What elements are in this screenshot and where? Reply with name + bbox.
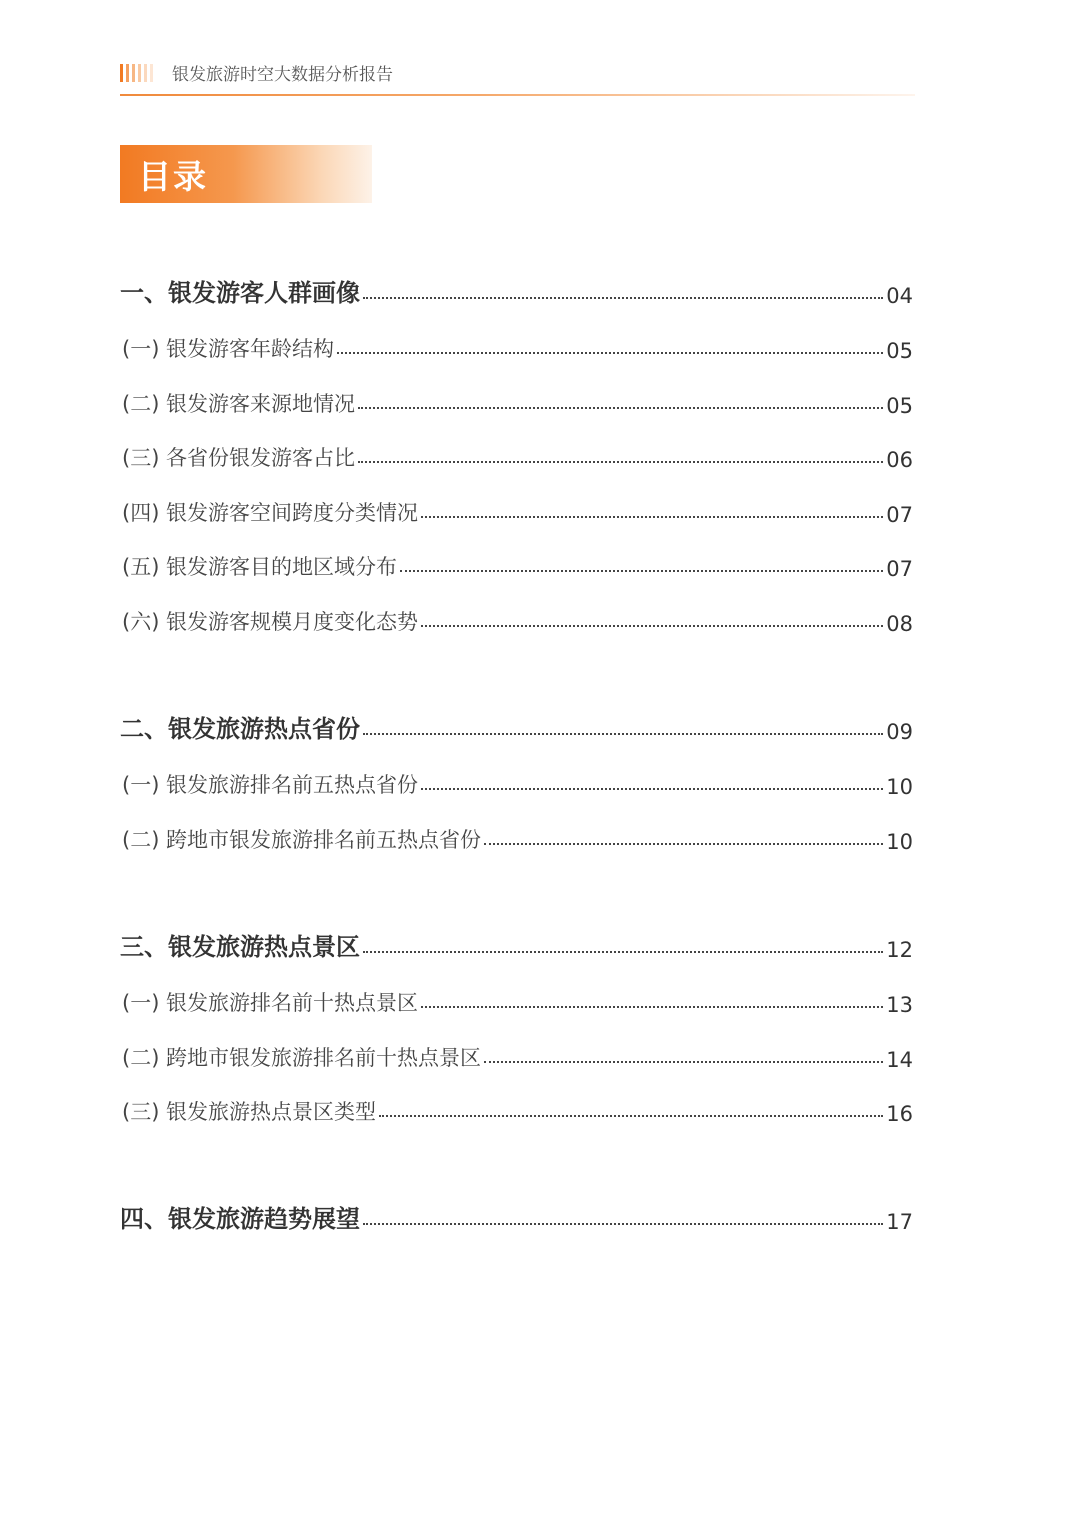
dot-leader <box>400 570 883 572</box>
dot-leader <box>421 1006 883 1008</box>
dot-leader <box>358 407 883 409</box>
toc-item[interactable] <box>120 327 913 363</box>
toc-section-label: 二、银发旅游热点省份 <box>120 715 360 743</box>
toc-section-page-number: 09 <box>886 720 913 744</box>
header-bar <box>150 64 153 82</box>
toc-section-label: 四、银发旅游趋势展望 <box>120 1205 360 1233</box>
dot-leader <box>337 352 883 354</box>
toc-section[interactable] <box>120 272 913 308</box>
toc-title: 目录 <box>138 157 208 196</box>
dot-leader <box>358 461 883 463</box>
dot-leader <box>421 788 883 790</box>
header-title: 银发旅游时空大数据分析报告 <box>172 65 393 85</box>
toc-item-label: (二) 跨地市银发旅游排名前五热点省份 <box>122 827 482 852</box>
toc-item-page-number: 10 <box>886 829 913 854</box>
toc-item[interactable] <box>120 1036 913 1072</box>
toc-item-page-number: 05 <box>886 393 913 418</box>
toc-item-label: (二) 银发游客来源地情况 <box>122 391 356 416</box>
toc-item-label: (三) 各省份银发游客占比 <box>122 446 356 471</box>
dot-leader <box>484 843 883 845</box>
toc-item[interactable] <box>120 382 913 418</box>
toc-item[interactable] <box>120 1090 913 1126</box>
dot-leader <box>363 733 883 735</box>
dot-leader <box>421 625 883 627</box>
toc-item-label: (一) 银发旅游排名前十热点景区 <box>122 991 419 1015</box>
header-bar <box>144 64 147 82</box>
toc-item-label: (一) 银发旅游排名前五热点省份 <box>122 773 419 797</box>
dot-leader <box>363 951 883 953</box>
toc-item[interactable] <box>120 981 913 1017</box>
toc-item[interactable] <box>120 436 913 472</box>
toc-item-label: (三) 银发旅游热点景区类型 <box>122 1100 377 1125</box>
toc-section-label: 三、银发旅游热点景区 <box>120 933 360 961</box>
toc-section[interactable] <box>120 926 913 962</box>
toc-item[interactable] <box>120 763 913 799</box>
header-bar <box>120 64 123 82</box>
toc-item[interactable] <box>120 491 913 527</box>
toc-item-label: (二) 跨地市银发旅游排名前十热点景区 <box>122 1045 482 1070</box>
header-bar <box>138 64 141 82</box>
toc-item-page-number: 10 <box>886 775 913 799</box>
toc-item[interactable] <box>120 600 913 636</box>
toc-item-page-number: 08 <box>886 612 913 636</box>
header-bars-icon <box>120 64 156 82</box>
toc-item-page-number: 07 <box>886 502 913 527</box>
toc-item-page-number: 14 <box>886 1047 913 1072</box>
header-divider <box>120 94 915 96</box>
toc-item-page-number: 13 <box>886 993 913 1017</box>
toc-item-page-number: 07 <box>886 557 913 582</box>
toc-banner <box>120 145 372 203</box>
toc-section-page-number: 17 <box>886 1210 913 1234</box>
toc-item[interactable] <box>120 818 913 854</box>
dot-leader <box>363 1223 883 1225</box>
toc-section[interactable] <box>120 1198 913 1234</box>
toc-item-page-number: 16 <box>886 1102 913 1127</box>
dot-leader <box>379 1115 883 1117</box>
toc-section-label: 一、银发游客人群画像 <box>120 279 360 307</box>
toc-item-label: (五) 银发游客目的地区域分布 <box>122 555 398 580</box>
dot-leader <box>421 516 883 518</box>
toc-item-label: (一) 银发游客年龄结构 <box>122 337 335 361</box>
toc-section[interactable] <box>120 708 913 744</box>
header-bar <box>126 64 129 82</box>
toc-item-page-number: 06 <box>886 448 913 473</box>
header-bar <box>132 64 135 82</box>
toc-section-page-number: 12 <box>886 938 913 962</box>
dot-leader <box>484 1061 883 1063</box>
toc-item[interactable] <box>120 545 913 581</box>
dot-leader <box>363 297 883 299</box>
toc-section-page-number: 04 <box>886 284 913 308</box>
toc-item-page-number: 05 <box>886 339 913 363</box>
page-header <box>120 58 915 96</box>
toc-item-label: (四) 银发游客空间跨度分类情况 <box>122 500 419 525</box>
toc-item-label: (六) 银发游客规模月度变化态势 <box>122 610 419 634</box>
